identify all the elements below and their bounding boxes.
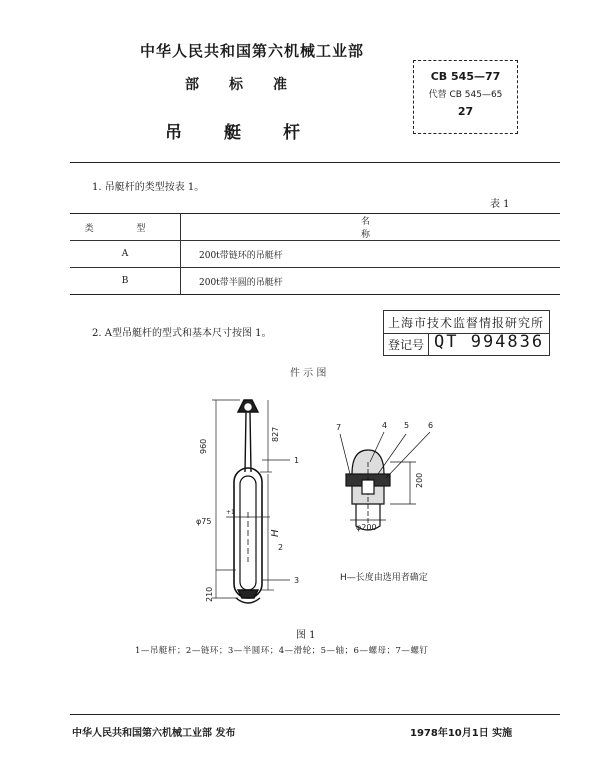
table-cell-name: 200t带半圆的吊艇杆	[181, 268, 561, 295]
page-number: 27	[457, 105, 474, 118]
header-divider	[70, 162, 560, 163]
table-cell-type: A	[70, 241, 181, 268]
dim-tolerance: +1	[226, 509, 235, 516]
callout-4: 4	[382, 421, 388, 430]
section1-text: 1. 吊艇杆的类型按表 1。	[92, 182, 205, 193]
figure-caption: 图 1	[296, 630, 316, 641]
standard-code-box	[413, 60, 518, 134]
davit-drawing	[190, 362, 490, 622]
callout-2: 2	[278, 543, 284, 552]
library-stamp	[383, 310, 550, 356]
ministry-title: 中华人民共和国第六机械工业部	[140, 42, 365, 60]
table-label: 表 1	[490, 199, 510, 210]
table-header-name: 名 称	[181, 214, 561, 241]
table-row	[70, 241, 560, 268]
section2-text: 2. A型吊艇杆的型式和基本尺寸按图 1。	[92, 328, 272, 339]
table-header-row	[70, 214, 560, 241]
footer-publisher: 中华人民共和国第六机械工业部 发布	[72, 728, 236, 739]
callout-1: 1	[294, 456, 300, 465]
dim-210: 210	[205, 586, 214, 602]
footer-effective-date: 1978年10月1日 实施	[410, 728, 513, 739]
standard-code: CB 545—77	[430, 70, 501, 83]
dim-ring-dia: φ75	[196, 517, 212, 526]
stamp-institute: 上海市技术监督情报研究所	[388, 316, 545, 330]
table-cell-name: 200t带链环的吊艇杆	[181, 241, 561, 268]
stamp-reg-label: 登记号	[388, 338, 425, 352]
replaced-standard: 代替 CB 545—65	[428, 90, 503, 100]
table-cell-type: B	[70, 268, 181, 295]
document-title: 吊艇杆	[165, 123, 342, 143]
standard-type: 部标准	[185, 77, 317, 93]
dim-length-h: H	[270, 529, 281, 537]
footer-divider	[70, 714, 560, 715]
callout-5: 5	[404, 421, 410, 430]
dim-827: 827	[271, 426, 280, 442]
callout-3: 3	[294, 576, 300, 585]
table-row	[70, 268, 560, 295]
dim-200: 200	[415, 472, 424, 488]
davit-arm	[234, 400, 262, 603]
dim-phi200: φ200	[356, 523, 377, 532]
figure-legend: 1—吊艇杆；2—链环；3—半圆环；4—滑轮；5—轴；6—螺母；7—螺钉	[135, 646, 429, 656]
figure-top-label: 件 示 图	[290, 368, 327, 379]
callout-7: 7	[336, 423, 342, 432]
type-table	[70, 213, 560, 295]
length-note: H—长度由选用者确定	[340, 573, 428, 583]
stamp-reg-number: QT 994836	[434, 332, 545, 352]
callout-6: 6	[428, 421, 434, 430]
table-header-type: 类 型	[70, 214, 181, 241]
dim-960: 960	[199, 438, 208, 454]
